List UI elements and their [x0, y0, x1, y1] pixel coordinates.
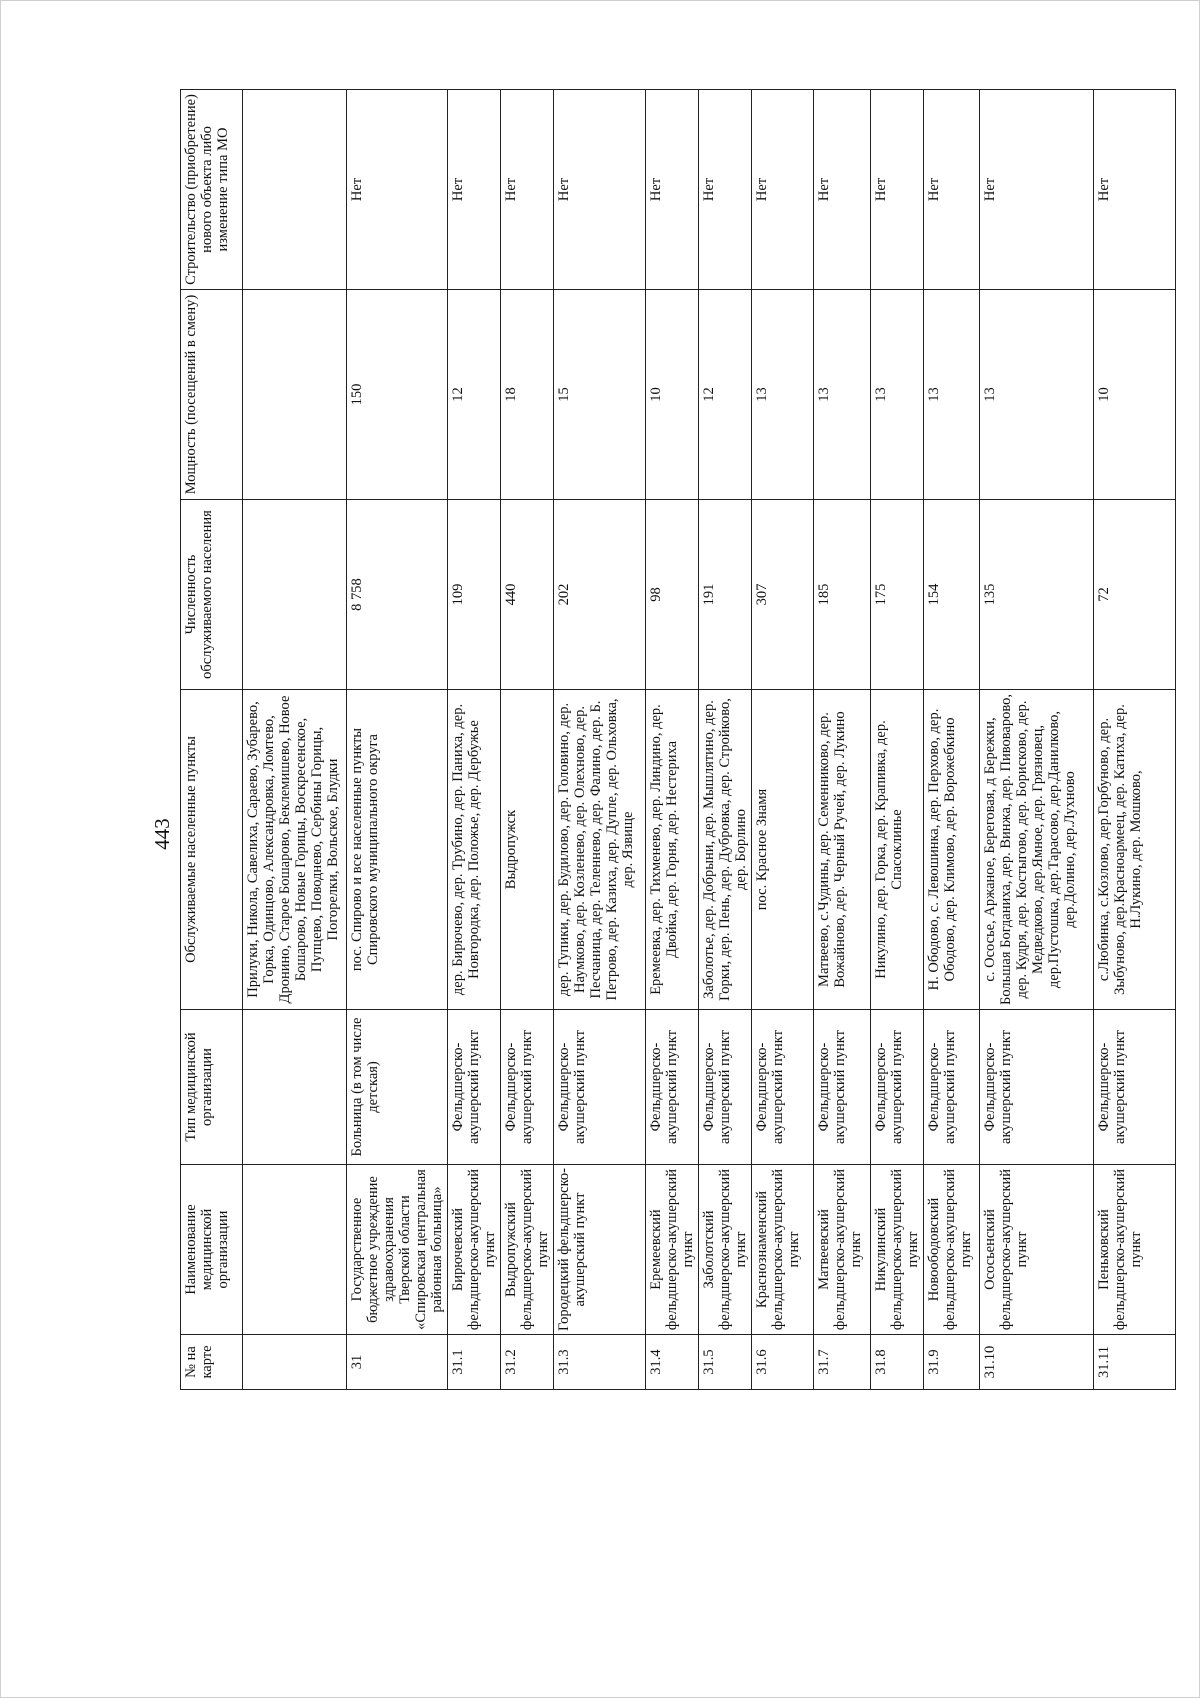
cell-organization-name: Городецкий фельдшерско-акушерский пункт: [554, 1165, 646, 1335]
cell-settlements: дер. Бирючево, дер. Трубино, дер. Паниха, дер. Новгородка, дер. Положье, дер. Дербужье: [448, 690, 501, 1010]
cell-map-number: 31.9: [924, 1335, 980, 1390]
cell-population: 185: [814, 500, 871, 690]
cell-organization-type: Больница (в том числе детская): [347, 1010, 448, 1165]
cell-map-number: 31.5: [699, 1335, 752, 1390]
cell-capacity: 13: [814, 290, 871, 500]
cell-organization-type: Фельдшерско-акушерский пункт: [448, 1010, 501, 1165]
cell-organization-type: Фельдшерско-акушерский пункт: [554, 1010, 646, 1165]
cell-organization-name: Ососьенский фельдшерско-акушерский пункт: [980, 1165, 1094, 1335]
cell-capacity: 13: [924, 290, 980, 500]
cell-capacity: 10: [1094, 290, 1176, 500]
cell-map-number: 31.10: [980, 1335, 1094, 1390]
cell-organization-name: Матвеевский фельдшерско-акушерский пункт: [814, 1165, 871, 1335]
page-number: 443: [150, 818, 174, 850]
cell-construction: Нет: [347, 90, 448, 290]
cell-organization-type: Фельдшерско-акушерский пункт: [752, 1010, 814, 1165]
cell-construction: Нет: [871, 90, 924, 290]
cell-settlements: пос. Красное Знамя: [752, 690, 814, 1010]
cell-capacity: 13: [752, 290, 814, 500]
header-cell-map-number: № на карте: [181, 1335, 243, 1390]
cell-map-number: 31.6: [752, 1335, 814, 1390]
cell-organization-name: Еремеевский фельдшерско-акушерский пункт: [646, 1165, 699, 1335]
cell-population: 440: [501, 500, 554, 690]
table-row: [501, 90, 554, 1390]
cell-organization-name: Новоободовский фельдшерско-акушерский пункт: [924, 1165, 980, 1335]
cell-capacity: 13: [980, 290, 1094, 500]
cell-settlements: Прилуки, Никола, Савелиха, Сараево, Зубарево, Горка, Одинцово, Александровка, Ломтево, Дронино, Старое Бошарово, Беклемишево, Новое Бошарово, Новые Горицы, Воскресенское, Пупцево, Поводнево, Сербины Горицы, Погорелки, Вольское, Блудки: [243, 690, 347, 1010]
table-row: [980, 90, 1094, 1390]
header-cell-construction: Строительство (приобретение) нового объекта либо изменение типа МО: [181, 90, 243, 290]
cell-map-number: 31: [347, 1335, 448, 1390]
cell-organization-name: Пеньковский фельдшерско-акушерский пункт: [1094, 1165, 1176, 1335]
cell-construction: [243, 90, 347, 290]
cell-population: 191: [699, 500, 752, 690]
table-row: [814, 90, 871, 1390]
cell-capacity: 18: [501, 290, 554, 500]
cell-construction: Нет: [699, 90, 752, 290]
header-cell-organization-name: Наименование медицинской организации: [181, 1165, 243, 1335]
table-row: [646, 90, 699, 1390]
cell-settlements: Н. Ободово, с. Левошинка, дер. Перхово, дер. Ободово, дер. Климово, дер. Ворожебкино: [924, 690, 980, 1010]
cell-organization-name: Бирючевский фельдшерско-акушерский пункт: [448, 1165, 501, 1335]
cell-map-number: 31.3: [554, 1335, 646, 1390]
cell-population: 72: [1094, 500, 1176, 690]
cell-population: 307: [752, 500, 814, 690]
table-row: [699, 90, 752, 1390]
cell-map-number: 31.8: [871, 1335, 924, 1390]
header-cell-organization-type: Тип медицинской организации: [181, 1010, 243, 1165]
cell-construction: Нет: [646, 90, 699, 290]
cell-organization-name: [243, 1165, 347, 1335]
cell-population: 154: [924, 500, 980, 690]
cell-organization-type: Фельдшерско-акушерский пункт: [980, 1010, 1094, 1165]
cell-capacity: 12: [448, 290, 501, 500]
cell-population: [243, 500, 347, 690]
cell-map-number: 31.1: [448, 1335, 501, 1390]
cell-capacity: 10: [646, 290, 699, 500]
cell-organization-name: Краснознаменский фельдшерско-акушерский пункт: [752, 1165, 814, 1335]
table-row: [752, 90, 814, 1390]
cell-settlements: Еремеевка, дер. Тихменево, дер. Линдино, дер. Двойка, дер. Горня, дер. Нестериха: [646, 690, 699, 1010]
cell-settlements: с.Любинка, с.Козлово, дер.Горбуново, дер. Зыбуново, дер.Красноармеец, дер. Катиха, дер. Н.Лукино, дер. Мошково,: [1094, 690, 1176, 1010]
table-row: [554, 90, 646, 1390]
cell-organization-type: Фельдшерско-акушерский пункт: [1094, 1010, 1176, 1165]
cell-construction: Нет: [448, 90, 501, 290]
table-row: [448, 90, 501, 1390]
cell-settlements: Никулино, дер. Горка, дер. Крапивка, дер. Спасоклинье: [871, 690, 924, 1010]
cell-construction: Нет: [501, 90, 554, 290]
header-cell-capacity: Мощность (посещений в смену): [181, 290, 243, 500]
table-row: [871, 90, 924, 1390]
table-row: [924, 90, 980, 1390]
cell-organization-type: Фельдшерско-акушерский пункт: [871, 1010, 924, 1165]
cell-organization-name: Выдропужский фельдшерско-акушерский пункт: [501, 1165, 554, 1335]
cell-construction: Нет: [980, 90, 1094, 290]
cell-construction: Нет: [752, 90, 814, 290]
cell-organization-type: Фельдшерско-акушерский пункт: [501, 1010, 554, 1165]
cell-construction: Нет: [554, 90, 646, 290]
cell-settlements: Заболотье, дер. Добрыни, дер. Мышлятино, дер. Горки, дер. Пень, дер. Дубровка, дер. Стройково, дер. Борлино: [699, 690, 752, 1010]
table-header-row: [181, 90, 243, 1390]
cell-construction: Нет: [1094, 90, 1176, 290]
cell-map-number: 31.11: [1094, 1335, 1176, 1390]
cell-capacity: [243, 290, 347, 500]
header-cell-settlements: Обслуживаемые населенные пункты: [181, 690, 243, 1010]
cell-population: 202: [554, 500, 646, 690]
cell-capacity: 150: [347, 290, 448, 500]
cell-settlements: Выдропужск: [501, 690, 554, 1010]
cell-population: 8 758: [347, 500, 448, 690]
table-row: [243, 90, 347, 1390]
table-row: [347, 90, 448, 1390]
cell-construction: Нет: [924, 90, 980, 290]
cell-organization-type: Фельдшерско-акушерский пункт: [699, 1010, 752, 1165]
cell-capacity: 13: [871, 290, 924, 500]
cell-population: 175: [871, 500, 924, 690]
cell-organization-type: Фельдшерско-акушерский пункт: [646, 1010, 699, 1165]
cell-organization-name: Никулинский фельдшерско-акушерский пункт: [871, 1165, 924, 1335]
cell-population: 135: [980, 500, 1094, 690]
cell-settlements: Матвеево, с.Чудины, дер. Семенниково, дер. Вожайново, дер. Черный Ручей, дер. Лукино: [814, 690, 871, 1010]
cell-organization-name: Государственное бюджетное учреждение здравоохранения Тверской области «Спировская центральная районная больница»: [347, 1165, 448, 1335]
cell-settlements: дер. Тупики, дер. Будилово, дер. Головино, дер. Наумково, дер. Козленево, дер. Олехново, дер. Песчаница, дер. Теленнево, дер. Фалино, дер. Б. Петрово, дер. Казиха, дер. Дупле, дер. Ольховка, дер. Язвище: [554, 690, 646, 1010]
rotated-table-container: [180, 90, 1144, 1390]
cell-population: 109: [448, 500, 501, 690]
cell-map-number: 31.4: [646, 1335, 699, 1390]
cell-capacity: 12: [699, 290, 752, 500]
cell-map-number: 31.2: [501, 1335, 554, 1390]
cell-construction: Нет: [814, 90, 871, 290]
cell-population: 98: [646, 500, 699, 690]
cell-organization-type: Фельдшерско-акушерский пункт: [924, 1010, 980, 1165]
cell-map-number: 31.7: [814, 1335, 871, 1390]
cell-capacity: 15: [554, 290, 646, 500]
cell-organization-name: Заболотский фельдшерско-акушерский пункт: [699, 1165, 752, 1335]
cell-organization-type: [243, 1010, 347, 1165]
cell-organization-type: Фельдшерско-акушерский пункт: [814, 1010, 871, 1165]
cell-settlements: пос. Спирово и все населенные пункты Спировского муниципального округа: [347, 690, 448, 1010]
header-cell-population: Численность обслуживаемого населения: [181, 500, 243, 690]
cell-map-number: [243, 1335, 347, 1390]
medical-organizations-table: [180, 89, 1176, 1390]
cell-settlements: с. Ососье, Аржаное, Береговая, д Бережки, Большая Богданиха, дер. Винжа, дер. Пивоварово, дер. Кудря, дер. Костыгово, дер. Борисково, дер. Медведково, дер.Ямное, дер. Грязновец, дер.Пустошка, дер.Тарасово, дер.Данилково, дер.Долино, дер.Лухново: [980, 690, 1094, 1010]
table-row: [1094, 90, 1176, 1390]
